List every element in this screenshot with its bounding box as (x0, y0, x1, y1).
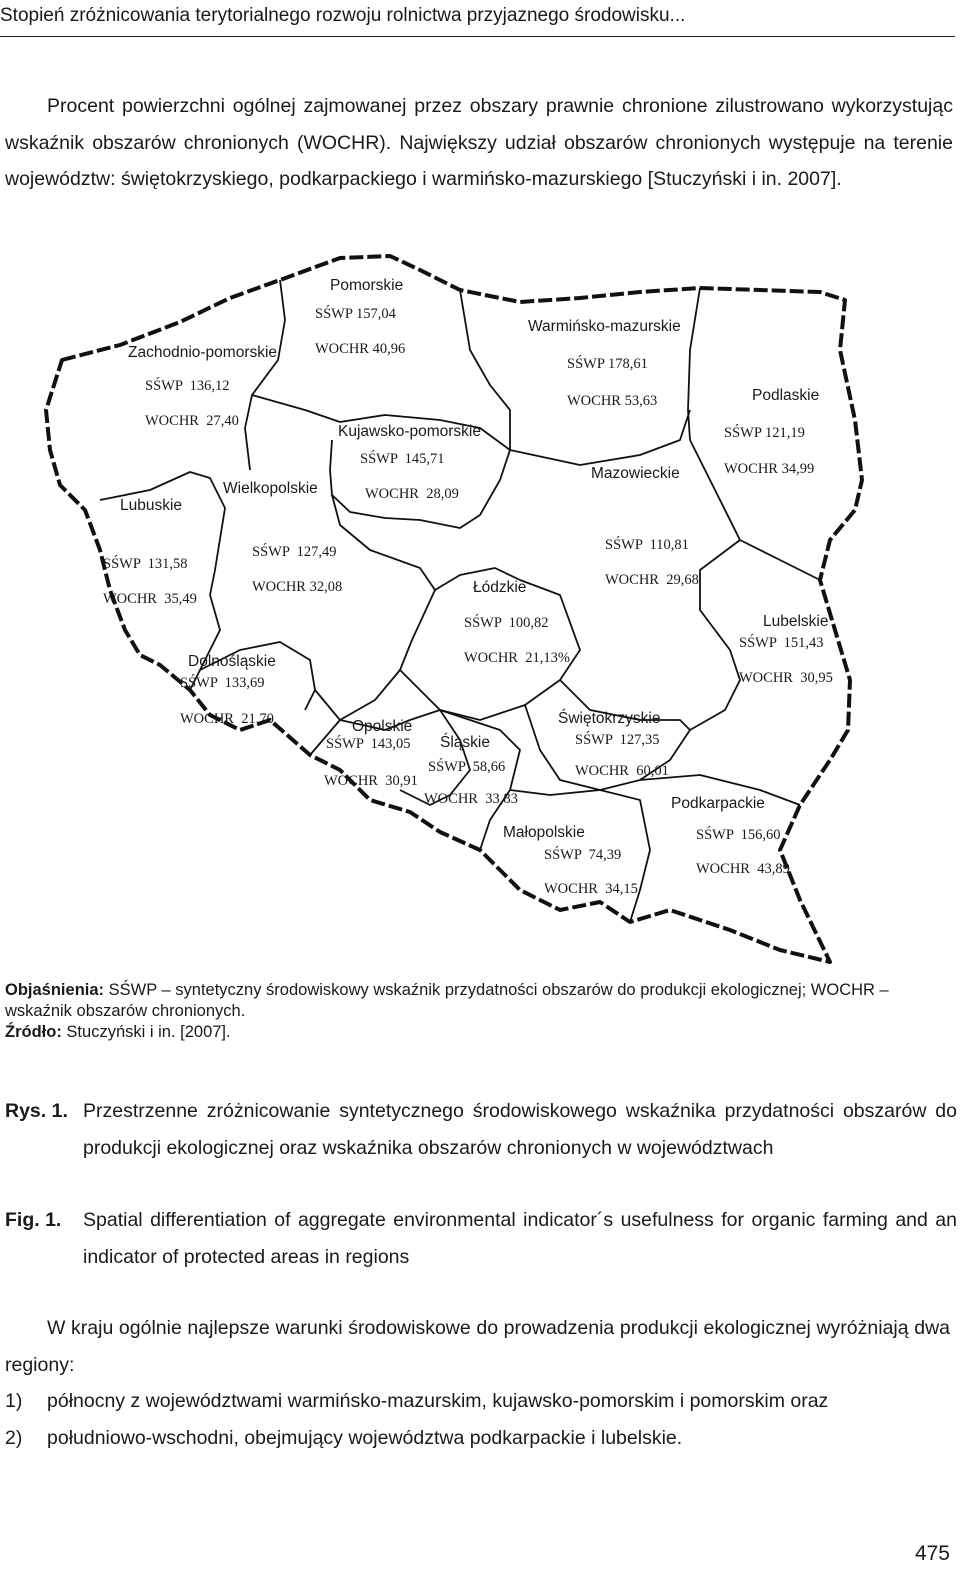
region-wochr-value: WOCHR 40,96 (315, 341, 406, 357)
body-section (5, 1310, 950, 1456)
source-label: Źródło: (5, 1023, 62, 1041)
region-wochr-value: WOCHR 30,91 (324, 773, 418, 789)
region-wochr-value: WOCHR 21,70 (180, 711, 274, 727)
source-line (5, 1022, 950, 1043)
region-swp-value: SŚWP 74,39 (544, 847, 622, 863)
region-wochr-value: WOCHR 53,63 (567, 393, 658, 409)
region-label-group (724, 387, 819, 477)
border-wm-maz (510, 410, 690, 465)
region-label-group (503, 824, 638, 897)
region-wochr-value: WOCHR 35,49 (103, 591, 197, 607)
map-svg (40, 250, 920, 980)
region-label-group (338, 423, 481, 502)
region-label-group (424, 733, 518, 807)
region-name: Małopolskie (503, 824, 585, 841)
figure-notes (5, 980, 950, 1043)
border-zp-pm (245, 280, 285, 470)
explanation-label: Objaśnienia: (5, 981, 105, 999)
list-item (5, 1383, 950, 1420)
caption-en-text: Spatial differentiation of aggregate environmental indicator´s usefulness for organic farming and an indicator of protected areas in regions (83, 1209, 957, 1268)
explanation-text: SŚWP – syntetyczny środowiskowy wskaźnik przydatności obszarów do produkcji ekologicznej; WOCHR – wskaźnik obszarów chronionych. (5, 981, 889, 1020)
explanation-line (5, 980, 950, 1022)
page-number: 475 (914, 1542, 950, 1565)
region-name: Lubuskie (120, 497, 183, 514)
region-label-group (671, 795, 790, 877)
region-swp-value: SŚWP 143,05 (326, 736, 411, 752)
region-label-group (103, 497, 197, 607)
region-name: Lubelskie (763, 613, 829, 630)
list-item-text: północny z województwami warmińsko-mazurskim, kujawsko-pomorskim i pomorskim oraz (47, 1390, 829, 1412)
region-swp-value: SŚWP 136,12 (145, 378, 230, 394)
region-label-group (528, 318, 681, 409)
region-label-group (739, 613, 833, 686)
region-label-group (128, 344, 277, 429)
list-item-number: 1) (5, 1390, 23, 1412)
region-wochr-value: WOCHR 28,09 (365, 486, 459, 502)
region-swp-value: SŚWP 178,61 (567, 356, 648, 372)
region-swp-value: SŚWP 145,71 (360, 451, 445, 467)
list-item-number: 2) (5, 1426, 23, 1449)
region-name: Wielkopolskie (223, 480, 318, 497)
region-wochr-value: WOCHR 29,68 (605, 572, 699, 588)
caption-en-tag: Fig. 1. (5, 1209, 62, 1231)
border-wp-east (310, 495, 435, 755)
list-item-text: południowo-wschodni, obejmujący województwa podkarpackie i lubelskie. (47, 1426, 683, 1449)
region-swp-value: SŚWP 156,60 (696, 827, 781, 843)
region-wochr-value: WOCHR 43,89 (696, 861, 790, 877)
region-swp-value: SŚWP 127,35 (575, 732, 660, 748)
region-label-group (223, 480, 342, 595)
region-name: Dolnośląskie (188, 653, 276, 670)
region-label-group (180, 653, 276, 727)
region-name: Warmińsko-mazurskie (528, 318, 681, 335)
region-wochr-value: WOCHR 21,13% (464, 650, 570, 666)
region-wochr-value: WOCHR 34,99 (724, 461, 815, 477)
border-maz-lub (690, 540, 740, 730)
region-name: Podlaskie (752, 387, 820, 404)
region-wochr-value: WOCHR 34,15 (544, 881, 638, 897)
region-wochr-value: WOCHR 27,40 (145, 413, 239, 429)
region-name: Zachodnio-pomorskie (128, 344, 278, 361)
region-swp-value: SŚWP 151,43 (739, 635, 824, 651)
region-wochr-value: WOCHR 60,01 (575, 763, 669, 779)
list-item (5, 1420, 950, 1457)
running-title: Stopień zróżnicowania terytorialnego rozwoju rolnictwa przyjaznego środowisku... (0, 5, 686, 26)
region-wochr-value: WOCHR 30,95 (739, 670, 833, 686)
region-name: Śląskie (440, 734, 490, 751)
region-swp-value: SŚWP 58,66 (428, 759, 506, 775)
region-label-group (324, 718, 418, 789)
region-label-group (558, 709, 669, 779)
voivodeship-map (40, 250, 920, 980)
region-label-group (315, 277, 405, 357)
region-name: Łódzkie (473, 579, 527, 596)
region-swp-value: SŚWP 110,81 (605, 537, 689, 553)
region-wochr-value: WOCHR 32,08 (252, 579, 343, 595)
region-swp-value: SŚWP 100,82 (464, 615, 549, 631)
region-swp-value: SŚWP 127,49 (252, 544, 337, 560)
caption-pl-tag: Rys. 1. (5, 1100, 68, 1122)
region-wochr-value: WOCHR 33,83 (424, 791, 518, 807)
region-name: Pomorskie (330, 277, 404, 294)
region-name: Świętokrzyskie (558, 710, 661, 727)
region-name: Podkarpackie (671, 795, 765, 812)
region-name: Kujawsko-pomorskie (338, 423, 481, 440)
header-rule (0, 36, 955, 37)
intro-paragraph: Procent powierzchni ogólnej zajmowanej przez obszary prawnie chronione zilustrowano wykorzystując wskaźnik obszarów chronionych (WOCHR). Największy udział obszarów chronionych występuje na terenie województw: świętokrzyskiego, podkarpackiego i warmińsko-mazurskiego [Stuczyński i in. 2007]. (5, 95, 953, 190)
caption-pl-text: Przestrzenne zróżnicowanie syntetycznego środowiskowego wskaźnika przydatności obszarów do produkcji ekologicznej oraz wskaźnika obszarów chronionych w województwach (83, 1100, 957, 1159)
region-name: Mazowieckie (591, 465, 680, 482)
border-wm-pd (688, 288, 700, 440)
region-swp-value: SŚWP 133,69 (180, 675, 265, 691)
region-swp-value: SŚWP 157,04 (315, 306, 396, 322)
country-border (46, 256, 862, 962)
region-name: Opolskie (352, 718, 413, 735)
region-swp-value: SŚWP 121,19 (724, 425, 805, 441)
source-text: Stuczyński i in. [2007]. (66, 1023, 231, 1041)
region-swp-value: SŚWP 131,58 (103, 556, 188, 572)
body-paragraph: W kraju ogólnie najlepsze warunki środowiskowe do prowadzenia produkcji ekologicznej wyróżniają dwa regiony: (5, 1317, 950, 1376)
region-label-group (591, 465, 699, 588)
